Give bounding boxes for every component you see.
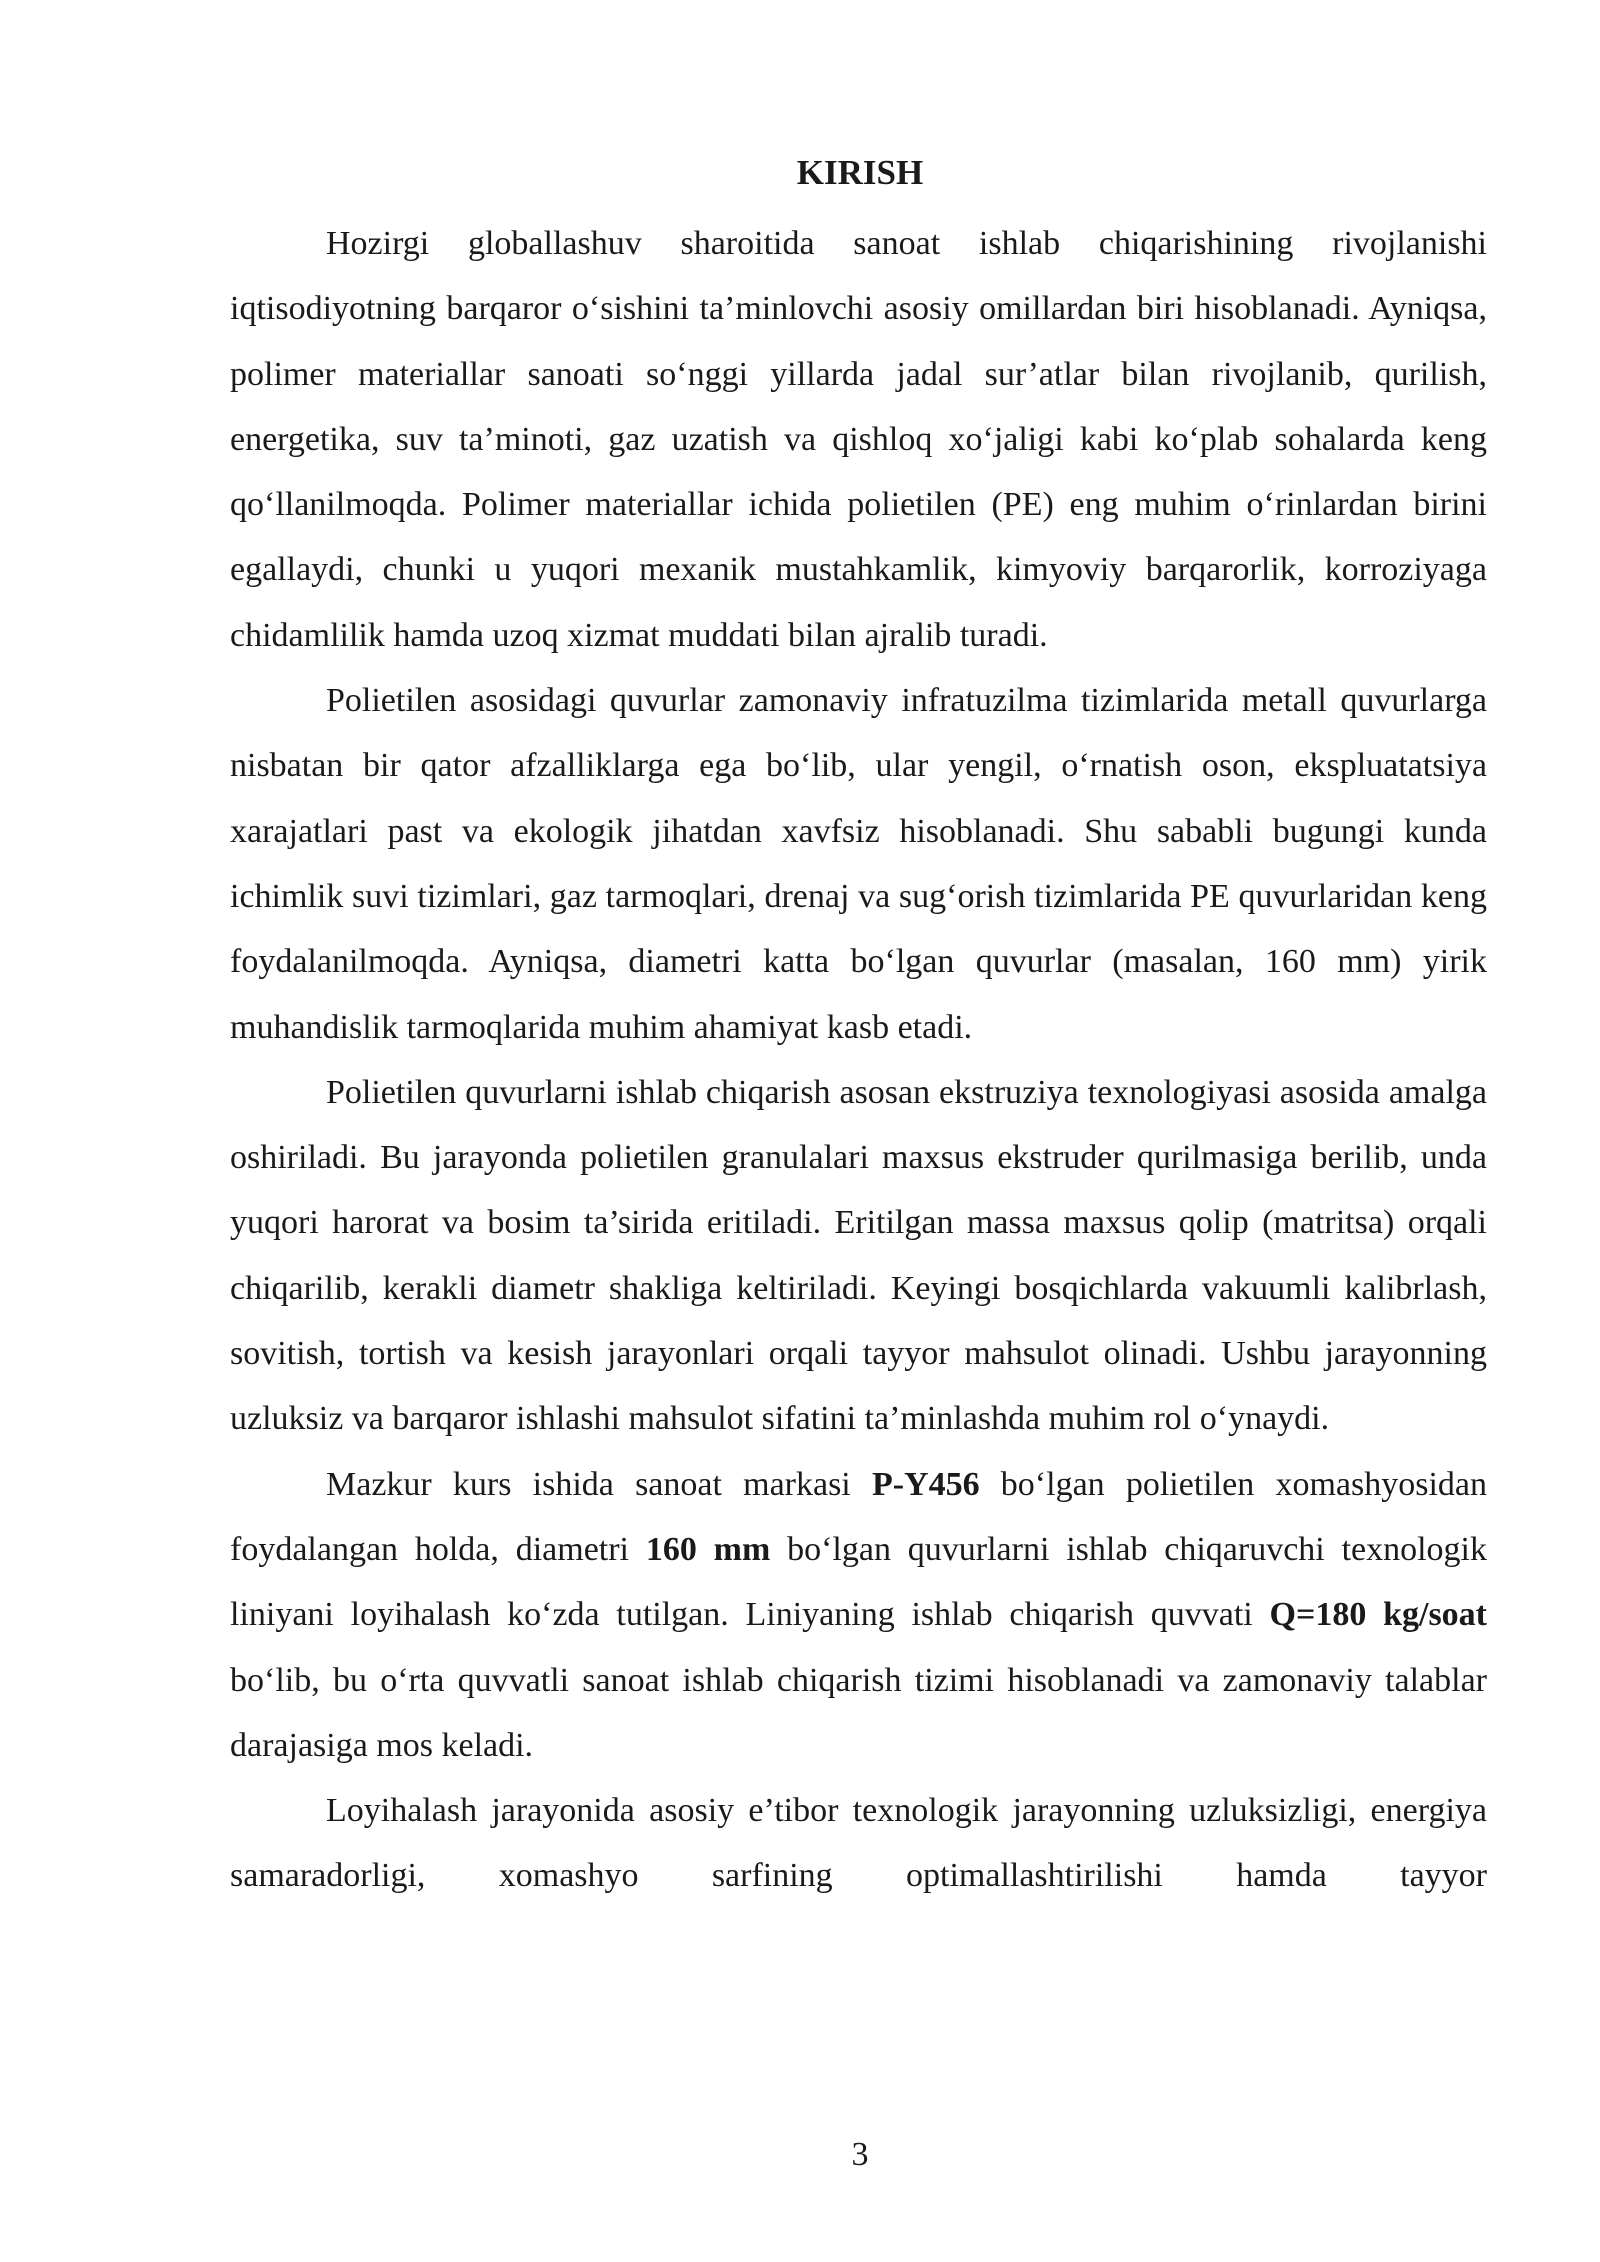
paragraph-2: Polietilen asosidagi quvurlar zamonaviy infratuzilma tizimlarida metall quvurlarga nisbatan bir qator afzalliklarga ega bo‘lib, ular yengil, o‘rnatish oson, ekspluatatsiya xarajatlari past va ekologik jihatdan xavfsiz hisoblanadi. Shu sababli bugungi kunda ichimlik suvi tizimlari, gaz tarmoqlari, drenaj va sug‘orish tizimlarida PE quvurlaridan keng foydalanilmoqda. Ayniqsa, diametri katta bo‘lgan quvurlar (masalan, 160 mm) yirik muhandislik tarmoqlarida muhim ahamiyat kasb etadi. bbox=[230, 682, 1487, 1046]
paragraph-4-text: bo‘lgan polietilen xomashyosidan foydalangan holda, diametri bbox=[230, 1465, 1487, 1568]
page-number: 3 bbox=[851, 2136, 869, 2173]
paragraph-4-text: Mazkur kurs ishida sanoat markasi bbox=[326, 1465, 872, 1503]
section-heading: KIRISH bbox=[796, 153, 924, 192]
paragraph-5: Loyihalash jarayonida asosiy e’tibor texnologik jarayonning uzluksizligi, energiya samaradorligi, xomashyo sarfining optimallashtirilishi hamda tayyor bbox=[230, 1792, 1487, 1895]
paragraph-3: Polietilen quvurlarni ishlab chiqarish asosan ekstruziya texnologiyasi asosida amalga oshiriladi. Bu jarayonda polietilen granulalari maxsus ekstruder qurilmasiga berilib, unda yuqori harorat va bosim ta’sirida eritiladi. Eritilgan massa maxsus qolip (matritsa) orqali chiqarilib, kerakli diametr shakliga keltiriladi. Keyingi bosqichlarda vakuumli kalibrlash, sovitish, tortish va kesish jarayonlari orqali tayyor mahsulot olinadi. Ushbu jarayonning uzluksiz va barqaror ishlashi mahsulot sifatini ta’minlashda muhim rol o‘ynaydi. bbox=[230, 1073, 1487, 1438]
production-capacity: Q=180 kg/soat bbox=[1269, 1596, 1487, 1634]
pipe-diameter: 160 mm bbox=[645, 1530, 771, 1568]
paragraph-4 bbox=[230, 1452, 1487, 1778]
paragraph-4-text: bo‘lgan quvurlarni ishlab chiqaruvchi texnologik liniyani loyihalash ko‘zda tutilgan. Liniyaning ishlab chiqarish quvvati bbox=[230, 1530, 1487, 1634]
body-text bbox=[230, 211, 1487, 1909]
paragraph-4-text: bo‘lib, bu o‘rta quvvatli sanoat ishlab chiqarish tizimi hisoblanadi va zamonaviy talablar darajasiga mos keladi. bbox=[230, 1661, 1487, 1764]
paragraph-1: Hozirgi globallashuv sharoitida sanoat ishlab chiqarishining rivojlanishi iqtisodiyotning barqaror o‘sishini ta’minlovchi asosiy omillardan biri hisoblanadi. Ayniqsa, polimer materiallar sanoati so‘nggi yillarda jadal sur’atlar bilan rivojlanib, qurilish, energetika, suv ta’minoti, gaz uzatish va qishloq xo‘jaligi kabi ko‘plab sohalarda keng qo‘llanilmoqda. Polimer materiallar ichida polietilen (PE) eng muhim o‘rinlardan birini egallaydi, chunki u yuqori mexanik mustahkamlik, kimyoviy barqarorlik, korroziyaga chidamlilik hamda uzoq xizmat muddati bilan ajralib turadi. bbox=[230, 225, 1487, 654]
raw-material-grade: P-Y456 bbox=[871, 1465, 980, 1503]
